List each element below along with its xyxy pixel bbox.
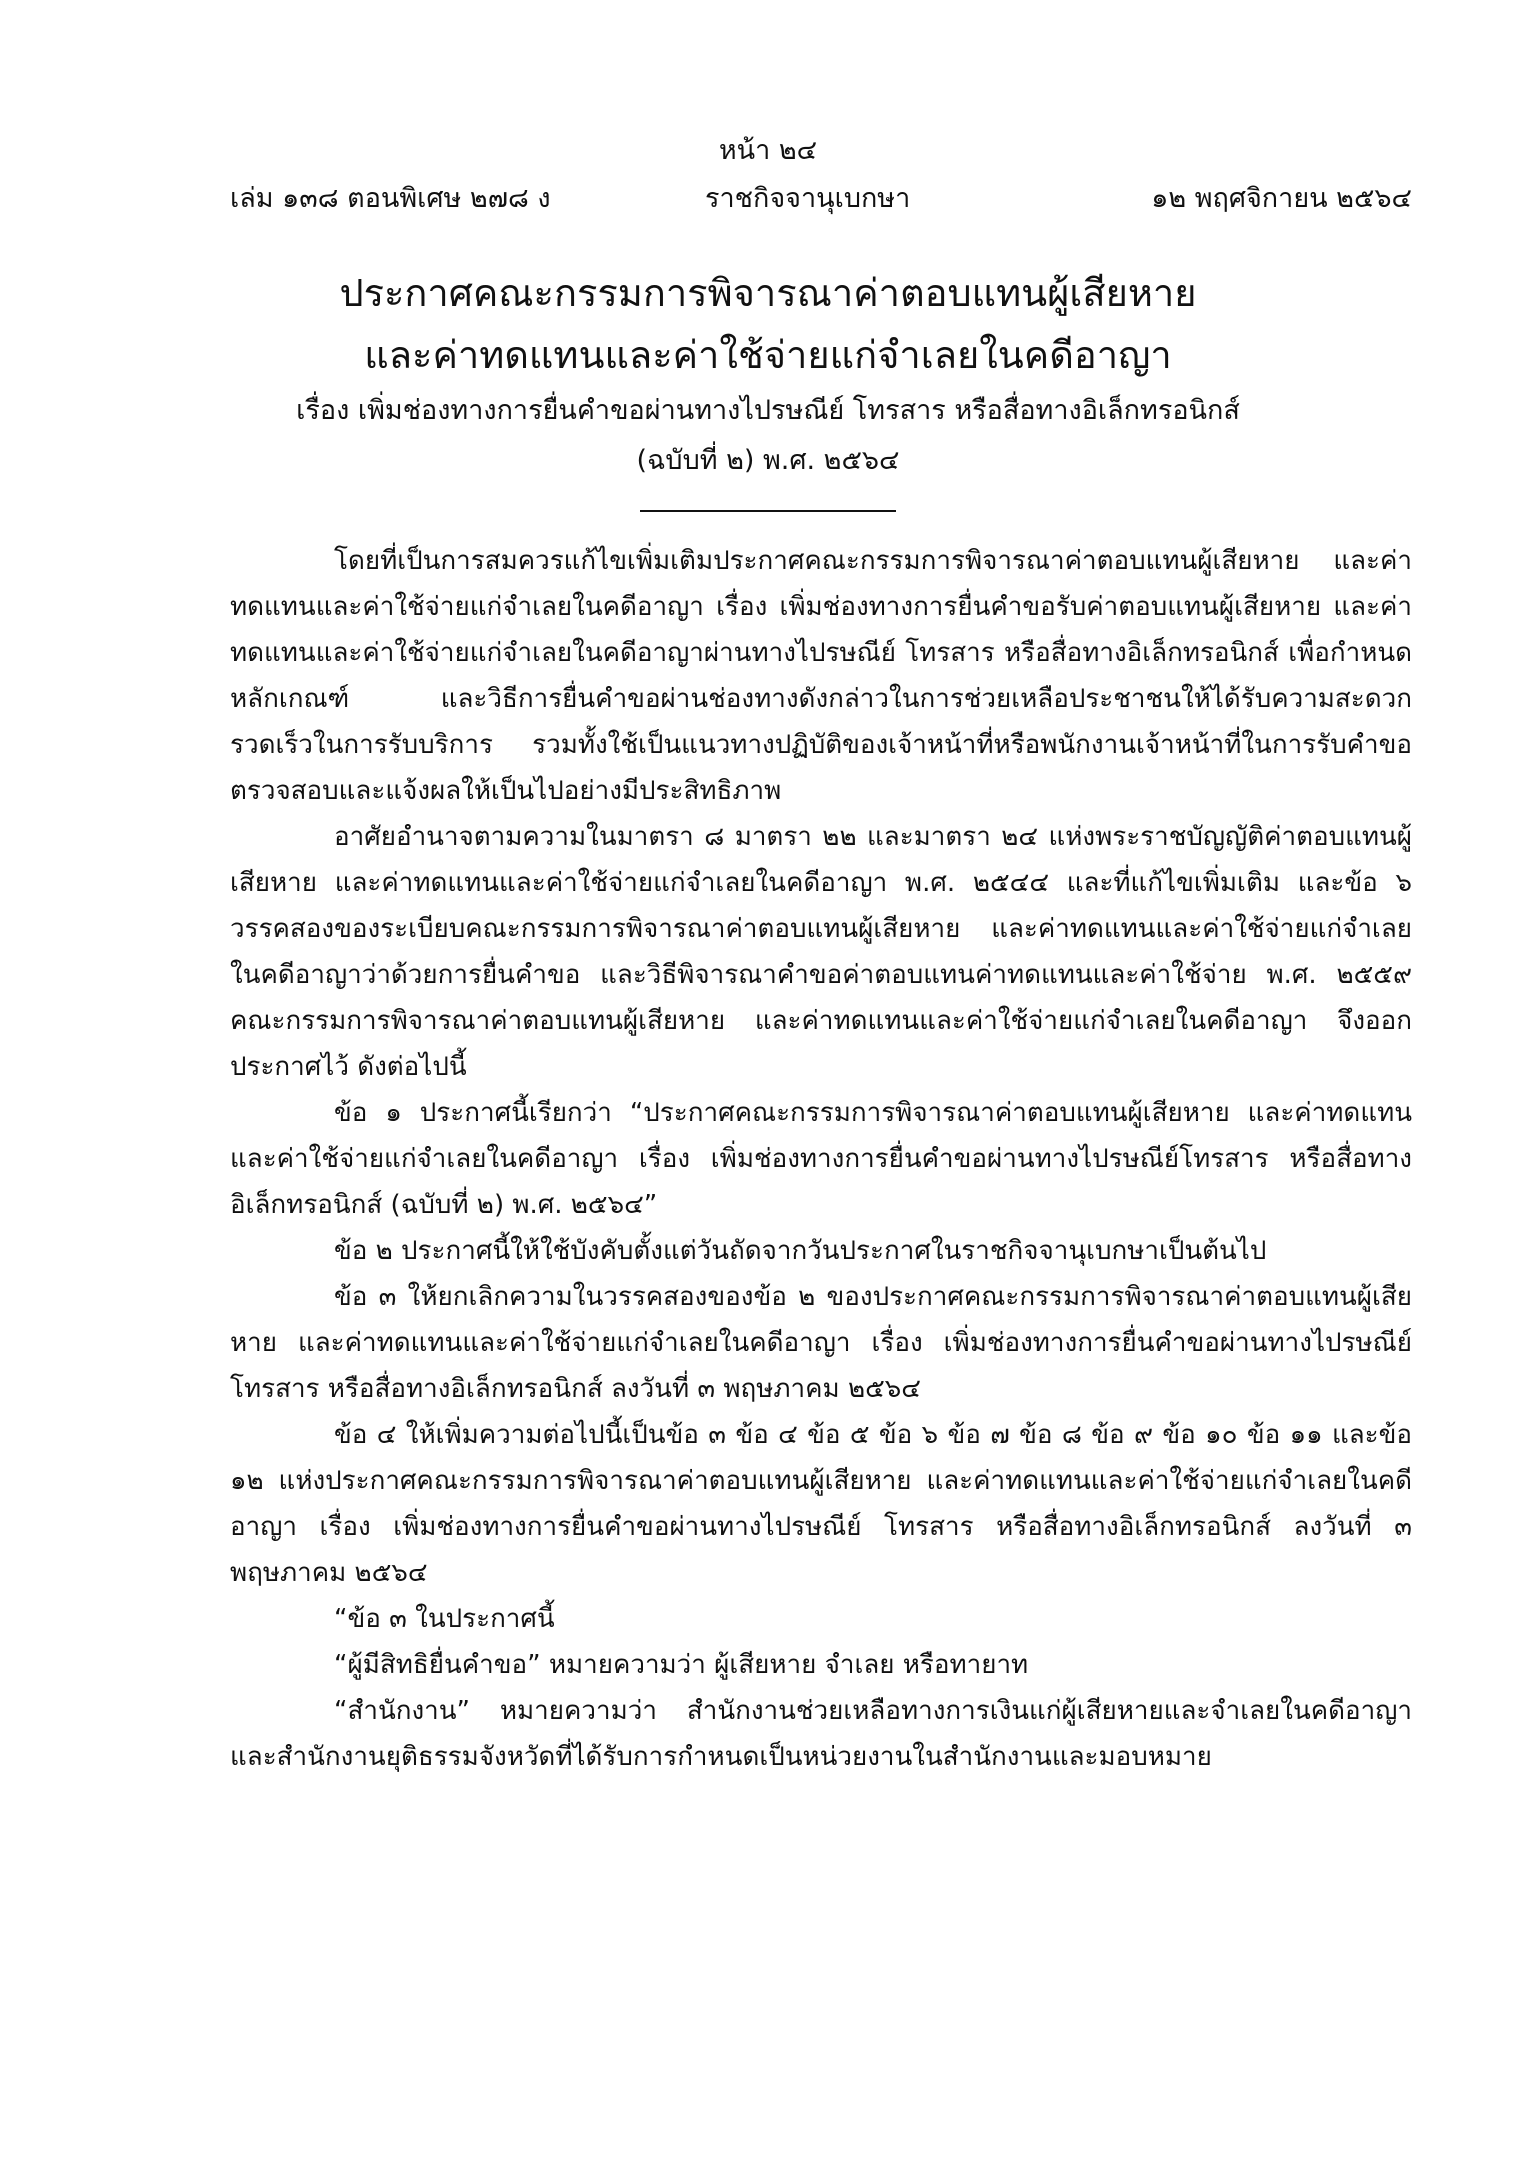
- clause-3: ข้อ ๓ ให้ยกเลิกความในวรรคสองของข้อ ๒ ของประกาศคณะกรรมการพิจารณาค่าตอบแทนผู้เสียหาย และค่าทดแทนและค่าใช้จ่ายแก่จำเลยในคดีอาญา เรื่อง เพิ่มช่องทางการยื่นคำขอผ่านทางไปรษณีย์ โทรสาร หรือสื่อทางอิเล็กทรอนิกส์ ลงวันที่ ๓ พฤษภาคม ๒๕๖๔: [230, 1282, 1412, 1404]
- title-line-2: และค่าทดแทนและค่าใช้จ่ายแก่จำเลยในคดีอาญา: [364, 333, 1172, 377]
- clause-4: ข้อ ๔ ให้เพิ่มความต่อไปนี้เป็นข้อ ๓ ข้อ ๔ ข้อ ๕ ข้อ ๖ ข้อ ๗ ข้อ ๘ ข้อ ๙ ข้อ ๑๐ ข้อ ๑๑ และข้อ ๑๒ แห่งประกาศคณะกรรมการพิจารณาค่าตอบแทนผู้เสียหาย และค่าทดแทนและค่าใช้จ่ายแก่จำเลยในคดีอาญา เรื่อง เพิ่มช่องทางการยื่นคำขอผ่านทางไปรษณีย์ โทรสาร หรือสื่อทางอิเล็กทรอนิกส์ ลงวันที่ ๓ พฤษภาคม ๒๕๖๔: [230, 1420, 1412, 1588]
- title-divider: [640, 510, 896, 512]
- edition-line: (ฉบับที่ ๒) พ.ศ. ๒๕๖๔: [636, 445, 900, 476]
- page-number: หน้า ๒๔: [718, 135, 818, 166]
- definition-eligible-applicant: “ผู้มีสิทธิยื่นคำขอ” หมายความว่า ผู้เสียหาย จำเลย หรือทายาท: [334, 1650, 1029, 1680]
- definition-office: “สำนักงาน” หมายความว่า สำนักงานช่วยเหลือทางการเงินแก่ผู้เสียหายและจำเลยในคดีอาญา และสำนักงานยุติธรรมจังหวัดที่ได้รับการกำหนดเป็นหน่วยงานในสำนักงานและมอบหมาย: [230, 1696, 1412, 1772]
- announcement-title: [0, 262, 1536, 486]
- running-header: [230, 176, 1412, 216]
- subject-line: เรื่อง เพิ่มช่องทางการยื่นคำขอผ่านทางไปรษณีย์ โทรสาร หรือสื่อทางอิเล็กทรอนิกส์: [296, 395, 1240, 426]
- announcement-body: [230, 538, 1412, 1780]
- publication-date: ๑๒ พฤศจิกายน ๒๕๖๔: [1151, 183, 1412, 214]
- preamble-paragraph: โดยที่เป็นการสมควรแก้ไขเพิ่มเติมประกาศคณะกรรมการพิจารณาค่าตอบแทนผู้เสียหาย และค่าทดแทนและค่าใช้จ่ายแก่จำเลยในคดีอาญา เรื่อง เพิ่มช่องทางการยื่นคำขอรับค่าตอบแทนผู้เสียหาย และค่าทดแทนและค่าใช้จ่ายแก่จำเลยในคดีอาญาผ่านทางไปรษณีย์ โทรสาร หรือสื่อทางอิเล็กทรอนิกส์ เพื่อกำหนดหลักเกณฑ์ และวิธีการยื่นคำขอผ่านช่องทางดังกล่าวในการช่วยเหลือประชาชนให้ได้รับความสะดวก รวดเร็วในการรับบริการ รวมทั้งใช้เป็นแนวทางปฏิบัติของเจ้าหน้าที่หรือพนักงานเจ้าหน้าที่ในการรับคำขอ ตรวจสอบและแจ้งผลให้เป็นไปอย่างมีประสิทธิภาพ: [230, 546, 1412, 806]
- inserted-clause-3-heading: “ข้อ ๓ ในประกาศนี้: [334, 1604, 555, 1634]
- publication-name: ราชกิจจานุเบกษา: [705, 183, 911, 214]
- authority-paragraph: อาศัยอำนาจตามความในมาตรา ๘ มาตรา ๒๒ และมาตรา ๒๔ แห่งพระราชบัญญัติค่าตอบแทนผู้เสียหาย และค่าทดแทนและค่าใช้จ่ายแก่จำเลยในคดีอาญา พ.ศ. ๒๕๔๔ และที่แก้ไขเพิ่มเติม และข้อ ๖ วรรคสองของระเบียบคณะกรรมการพิจารณาค่าตอบแทนผู้เสียหาย และค่าทดแทนและค่าใช้จ่ายแก่จำเลยในคดีอาญาว่าด้วยการยื่นคำขอ และวิธีพิจารณาคำขอค่าตอบแทนค่าทดแทนและค่าใช้จ่าย พ.ศ. ๒๕๕๙ คณะกรรมการพิจารณาค่าตอบแทนผู้เสียหาย และค่าทดแทนและค่าใช้จ่ายแก่จำเลยในคดีอาญา จึงออกประกาศไว้ ดังต่อไปนี้: [230, 822, 1412, 1082]
- volume-issue: เล่ม ๑๓๘ ตอนพิเศษ ๒๗๘ ง: [230, 183, 551, 214]
- clause-2: ข้อ ๒ ประกาศนี้ให้ใช้บังคับตั้งแต่วันถัดจากวันประกาศในราชกิจจานุเบกษาเป็นต้นไป: [334, 1236, 1267, 1266]
- title-line-1: ประกาศคณะกรรมการพิจารณาค่าตอบแทนผู้เสียหาย: [339, 271, 1197, 315]
- clause-1: ข้อ ๑ ประกาศนี้เรียกว่า “ประกาศคณะกรรมการพิจารณาค่าตอบแทนผู้เสียหาย และค่าทดแทนและค่าใช้จ่ายแก่จำเลยในคดีอาญา เรื่อง เพิ่มช่องทางการยื่นคำขอผ่านทางไปรษณีย์โทรสาร หรือสื่อทางอิเล็กทรอนิกส์ (ฉบับที่ ๒) พ.ศ. ๒๕๖๔”: [230, 1098, 1412, 1220]
